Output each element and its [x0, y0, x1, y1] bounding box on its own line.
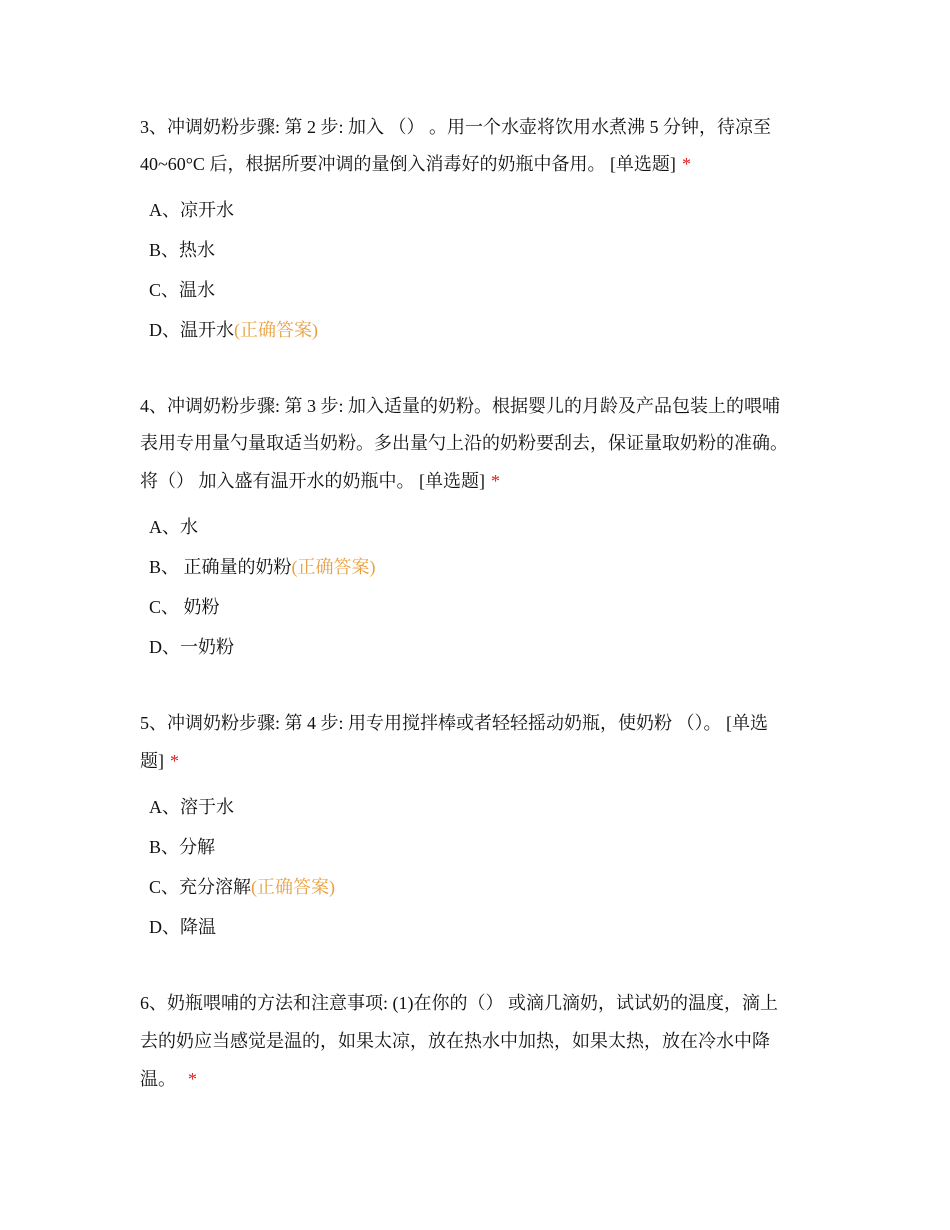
- option-label: C、 奶粉: [149, 597, 220, 617]
- correct-answer-tag: (正确答案): [251, 877, 336, 897]
- option-b[interactable]: [149, 835, 215, 859]
- question-text-line: 40~60°C 后，根据所要冲调的量倒入消毒好的奶瓶中备用。 [单选题]: [140, 154, 676, 174]
- option-label: B、热水: [149, 240, 216, 260]
- question-text-line: 温。: [140, 1069, 176, 1089]
- required-marker: *: [681, 154, 691, 174]
- option-label: A、水: [149, 517, 198, 537]
- question-text: [140, 469, 500, 493]
- question-text: 去的奶应当感觉是温的，如果太凉，放在热水中加热，如果太热，放在冷水中降: [140, 1031, 770, 1051]
- question-text: 表用专用量勺量取适当奶粉。多出量勺上沿的奶粉要刮去，保证量取奶粉的准确。: [140, 433, 788, 453]
- required-marker: *: [170, 751, 179, 771]
- question-text: 3、冲调奶粉步骤: 第 2 步: 加入 （） 。用一个水壶将饮用水煮沸 5 分钟，待凉至: [140, 117, 771, 137]
- option-label: B、分解: [149, 837, 216, 857]
- option-label: C、充分溶解: [149, 877, 252, 897]
- option-d[interactable]: [149, 635, 234, 659]
- question-text-line: 题]: [140, 751, 164, 771]
- option-label: A、溶于水: [149, 797, 234, 817]
- option-b[interactable]: [149, 238, 215, 262]
- option-a[interactable]: [149, 198, 234, 222]
- question-text: [140, 152, 691, 176]
- question-text: [140, 1067, 197, 1091]
- option-a[interactable]: [149, 795, 234, 819]
- option-b[interactable]: [149, 555, 376, 579]
- option-c[interactable]: [149, 875, 335, 899]
- question-text: 6、奶瓶喂哺的方法和注意事项: (1)在你的（） 或滴几滴奶，试试奶的温度，滴上: [140, 993, 778, 1013]
- option-label: D、一奶粉: [149, 637, 234, 657]
- correct-answer-tag: (正确答案): [291, 557, 376, 577]
- option-d[interactable]: [149, 915, 216, 939]
- option-label: A、凉开水: [149, 200, 234, 220]
- question-text: 4、冲调奶粉步骤: 第 3 步: 加入适量的奶粉。根据婴儿的月龄及产品包装上的喂哺: [140, 396, 780, 416]
- correct-answer-tag: (正确答案): [234, 320, 318, 340]
- required-marker: *: [491, 471, 500, 491]
- question-text: [140, 749, 179, 773]
- option-c[interactable]: [149, 595, 220, 619]
- option-a[interactable]: [149, 515, 198, 539]
- option-d[interactable]: [149, 318, 318, 342]
- option-label: C、温水: [149, 280, 216, 300]
- question-text-line: 将（） 加入盛有温开水的奶瓶中。 [单选题]: [140, 471, 485, 491]
- option-label: D、温开水: [149, 320, 234, 340]
- required-marker: *: [188, 1069, 197, 1089]
- option-c[interactable]: [149, 278, 215, 302]
- question-text: 5、冲调奶粉步骤: 第 4 步: 用专用搅拌棒或者轻轻摇动奶瓶，使奶粉 （）。 [单选: [140, 713, 768, 733]
- option-label: B、 正确量的奶粉: [149, 557, 292, 577]
- option-label: D、降温: [149, 917, 216, 937]
